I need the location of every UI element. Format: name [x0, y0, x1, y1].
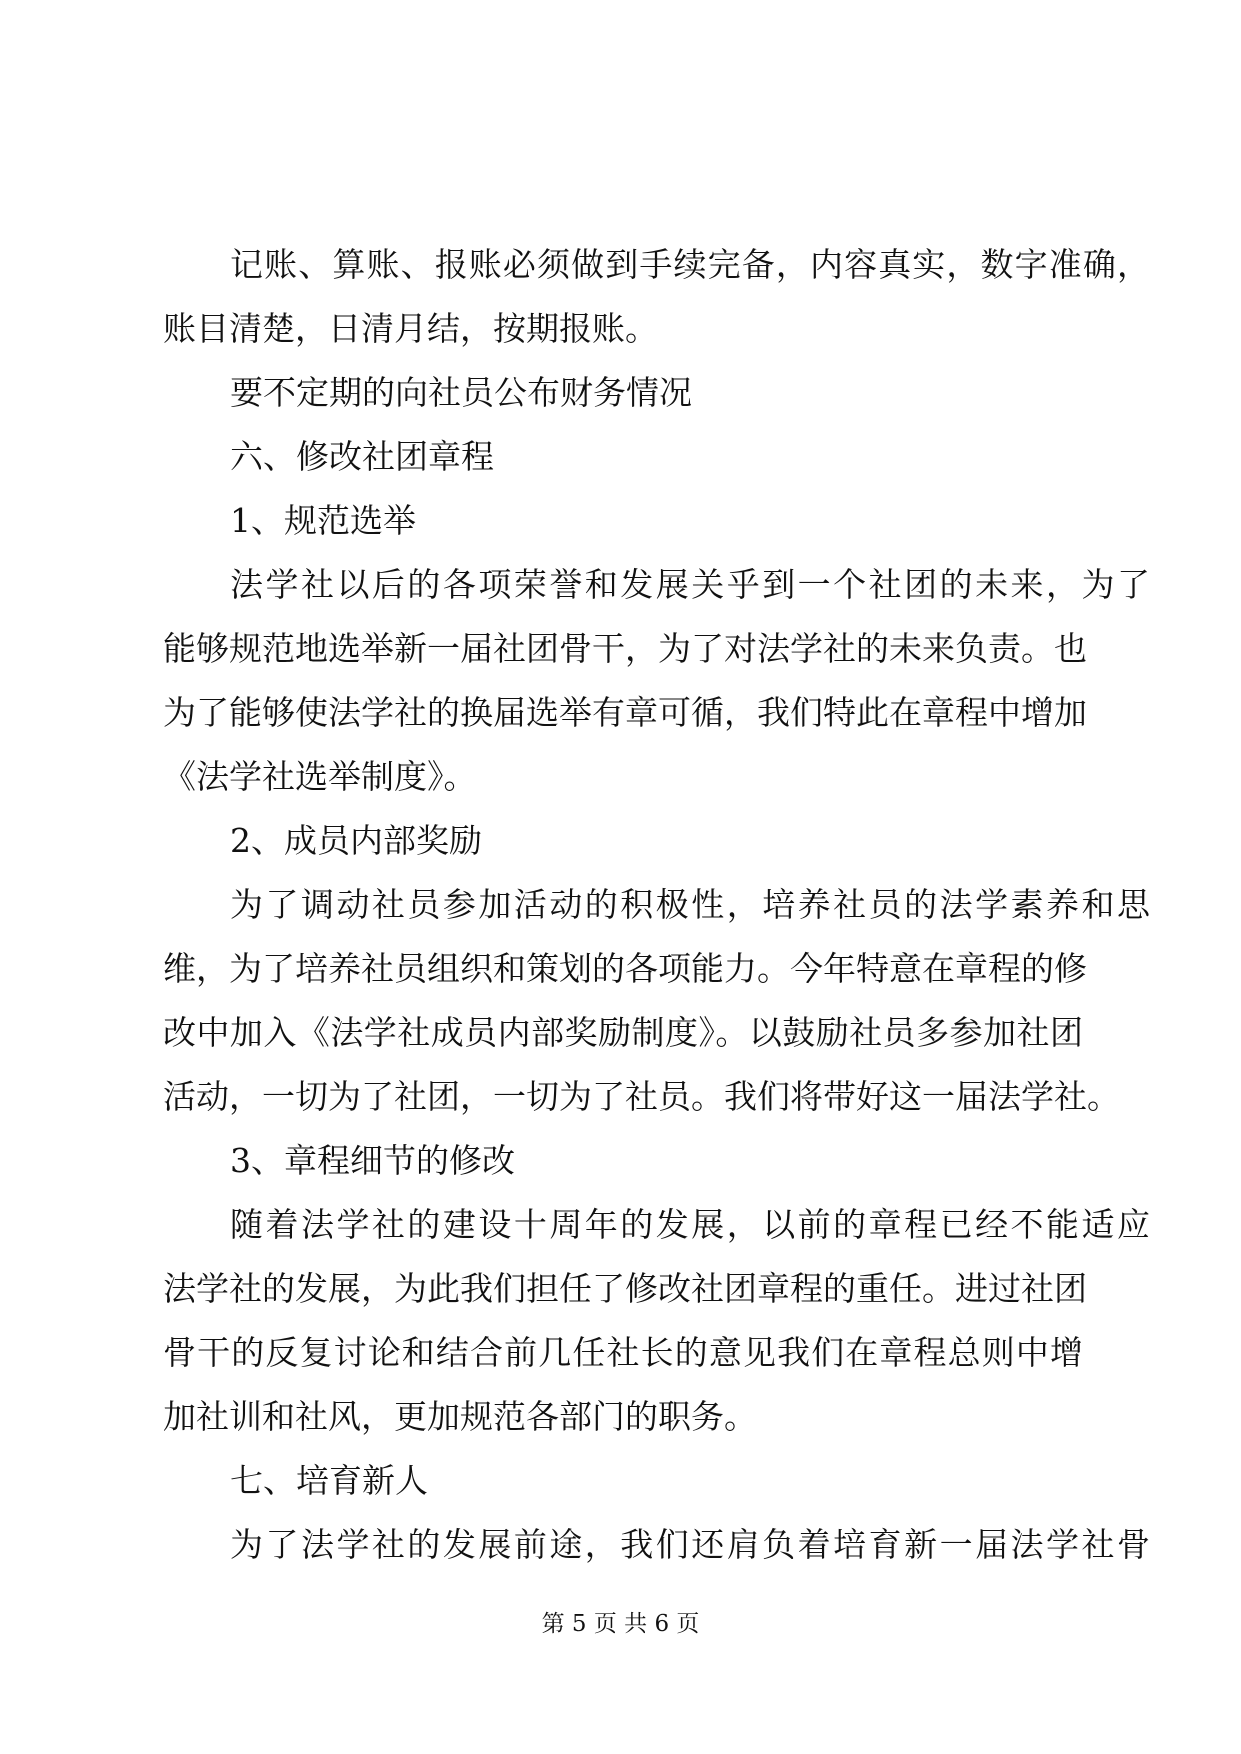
section-heading: 六、修改社团章程 [230, 437, 494, 476]
text-line: 《法学社选举制度》。 [163, 757, 477, 796]
text-line: 维，为了培养社员组织和策划的各项能力。今年特意在章程的修 [163, 949, 1087, 988]
document-body [163, 233, 1150, 1577]
text-line: 骨干的反复讨论和结合前几任社长的意见我们在章程总则中增 [163, 1333, 1083, 1372]
subsection-heading: 3、章程细节的修改 [230, 1141, 515, 1180]
text-line: 法学社的发展，为此我们担任了修改社团章程的重任。进过社团 [163, 1269, 1087, 1308]
text-line: 为了调动社员参加活动的积极性，培养社员的法学素养和思 [230, 885, 1150, 924]
text-line: 要不定期的向社员公布财务情况 [230, 373, 692, 412]
text-line: 为了能够使法学社的换届选举有章可循，我们特此在章程中增加 [163, 693, 1087, 732]
text-line: 记账、算账、报账必须做到手续完备，内容真实，数字准确， [230, 245, 1150, 284]
text-line: 改中加入《法学社成员内部奖励制度》。以鼓励社员多参加社团 [163, 1013, 1083, 1052]
text-line: 加社训和社风，更加规范各部门的职务。 [163, 1397, 757, 1436]
section-heading: 七、培育新人 [230, 1461, 428, 1500]
subsection-heading: 2、成员内部奖励 [230, 821, 482, 860]
text-line: 能够规范地选举新一届社团骨干，为了对法学社的未来负责。也 [163, 629, 1087, 668]
text-line: 活动，一切为了社团，一切为了社员。我们将带好这一届法学社。 [163, 1077, 1120, 1116]
text-line: 账目清楚，日清月结，按期报账。 [163, 309, 658, 348]
page-number-footer: 第 5 页 共 6 页 [541, 1611, 700, 1637]
subsection-heading: 1、规范选举 [230, 501, 416, 540]
text-line: 法学社以后的各项荣誉和发展关乎到一个社团的未来，为了 [230, 565, 1150, 604]
text-line: 为了法学社的发展前途，我们还肩负着培育新一届法学社骨 [230, 1525, 1150, 1564]
text-line: 随着法学社的建设十周年的发展，以前的章程已经不能适应 [230, 1205, 1150, 1244]
